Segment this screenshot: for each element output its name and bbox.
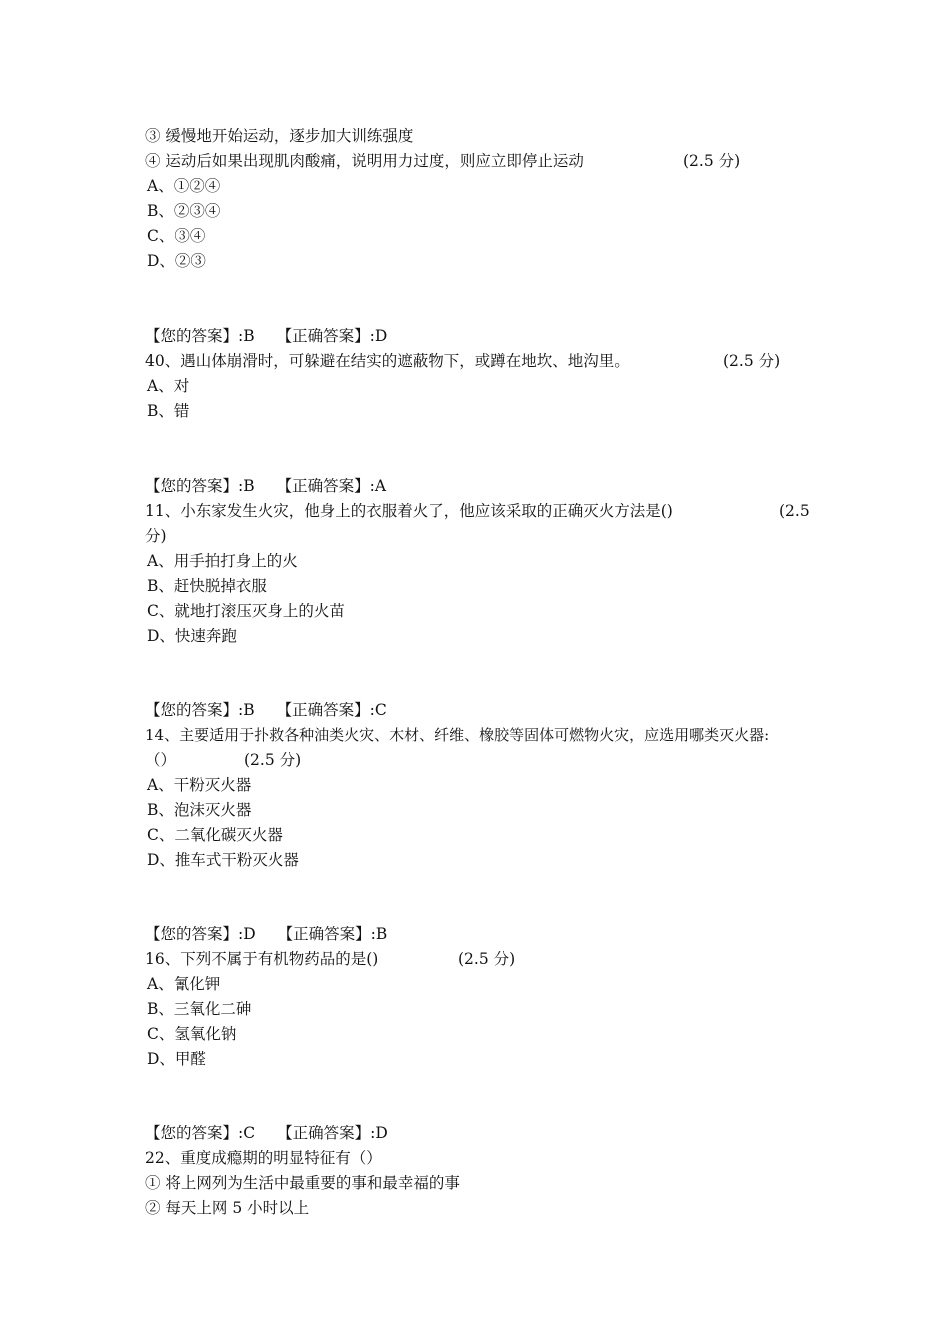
your-answer: 【您的答案】:B: [145, 327, 255, 345]
option-a: A、干粉灭火器: [147, 776, 252, 794]
statement-line-2: ② 每天上网 5 小时以上: [145, 1199, 310, 1217]
option-c: C、就地打滚压灭身上的火苗: [147, 602, 345, 620]
correct-answer: 【正确答案】:C: [276, 701, 387, 719]
answer-line: [145, 1123, 388, 1143]
question-title: 14、主要适用于扑救各种油类火灾、木材、纤维、橡胶等固体可燃物火灾，应选用哪类灭火器:: [145, 726, 770, 744]
question-title: 16、下列不属于有机物药品的是(): [145, 950, 379, 968]
option-c: C、③④: [147, 227, 206, 245]
question-score: (2.5: [779, 502, 810, 520]
question-title: 22、重度成瘾期的明显特征有（）: [145, 1149, 382, 1167]
question-score-cont: 分): [145, 527, 167, 545]
correct-answer: 【正确答案】:A: [276, 477, 387, 495]
option-b: B、错: [147, 402, 190, 420]
option-d: D、②③: [147, 252, 206, 270]
question-title: 40、遇山体崩滑时，可躲避在结实的遮蔽物下，或蹲在地坎、地沟里。: [145, 352, 630, 370]
answer-line: [145, 476, 386, 496]
option-c: C、二氧化碳灭火器: [147, 826, 283, 844]
option-b: B、②③④: [147, 202, 221, 220]
question-score: (2.5 分): [683, 152, 741, 170]
question-score: (2.5 分): [723, 352, 781, 370]
option-a: A、对: [147, 377, 190, 395]
option-b: B、赶快脱掉衣服: [147, 577, 267, 595]
your-answer: 【您的答案】:B: [145, 477, 255, 495]
question-score: (2.5 分): [244, 751, 302, 769]
option-a: A、氰化钾: [147, 975, 221, 993]
statement-line-1: ① 将上网列为生活中最重要的事和最幸福的事: [145, 1174, 460, 1192]
statement-line-4: ④ 运动后如果出现肌肉酸痛，说明用力过度，则应立即停止运动: [145, 152, 584, 170]
correct-answer: 【正确答案】:D: [277, 1124, 388, 1142]
option-d: D、推车式干粉灭火器: [147, 851, 299, 869]
question-title: 11、小东家发生火灾，他身上的衣服着火了，他应该采取的正确灭火方法是(): [145, 502, 673, 520]
option-b: B、三氧化二砷: [147, 1000, 252, 1018]
your-answer: 【您的答案】:B: [145, 701, 255, 719]
correct-answer: 【正确答案】:B: [277, 925, 388, 943]
option-b: B、泡沫灭火器: [147, 801, 252, 819]
option-a: A、用手拍打身上的火: [147, 552, 298, 570]
question-title-cont: （）: [145, 751, 177, 769]
option-c: C、氢氧化钠: [147, 1025, 237, 1043]
option-a: A、①②④: [147, 177, 221, 195]
your-answer: 【您的答案】:D: [145, 925, 256, 943]
correct-answer: 【正确答案】:D: [276, 327, 388, 345]
option-d: D、快速奔跑: [147, 627, 237, 645]
option-d: D、甲醛: [147, 1050, 206, 1068]
statement-line-3: ③ 缓慢地开始运动，逐步加大训练强度: [145, 127, 414, 145]
question-score: (2.5 分): [458, 950, 516, 968]
your-answer: 【您的答案】:C: [145, 1124, 256, 1142]
answer-line: [145, 700, 387, 720]
answer-line: [145, 924, 387, 944]
answer-line: [145, 326, 387, 346]
